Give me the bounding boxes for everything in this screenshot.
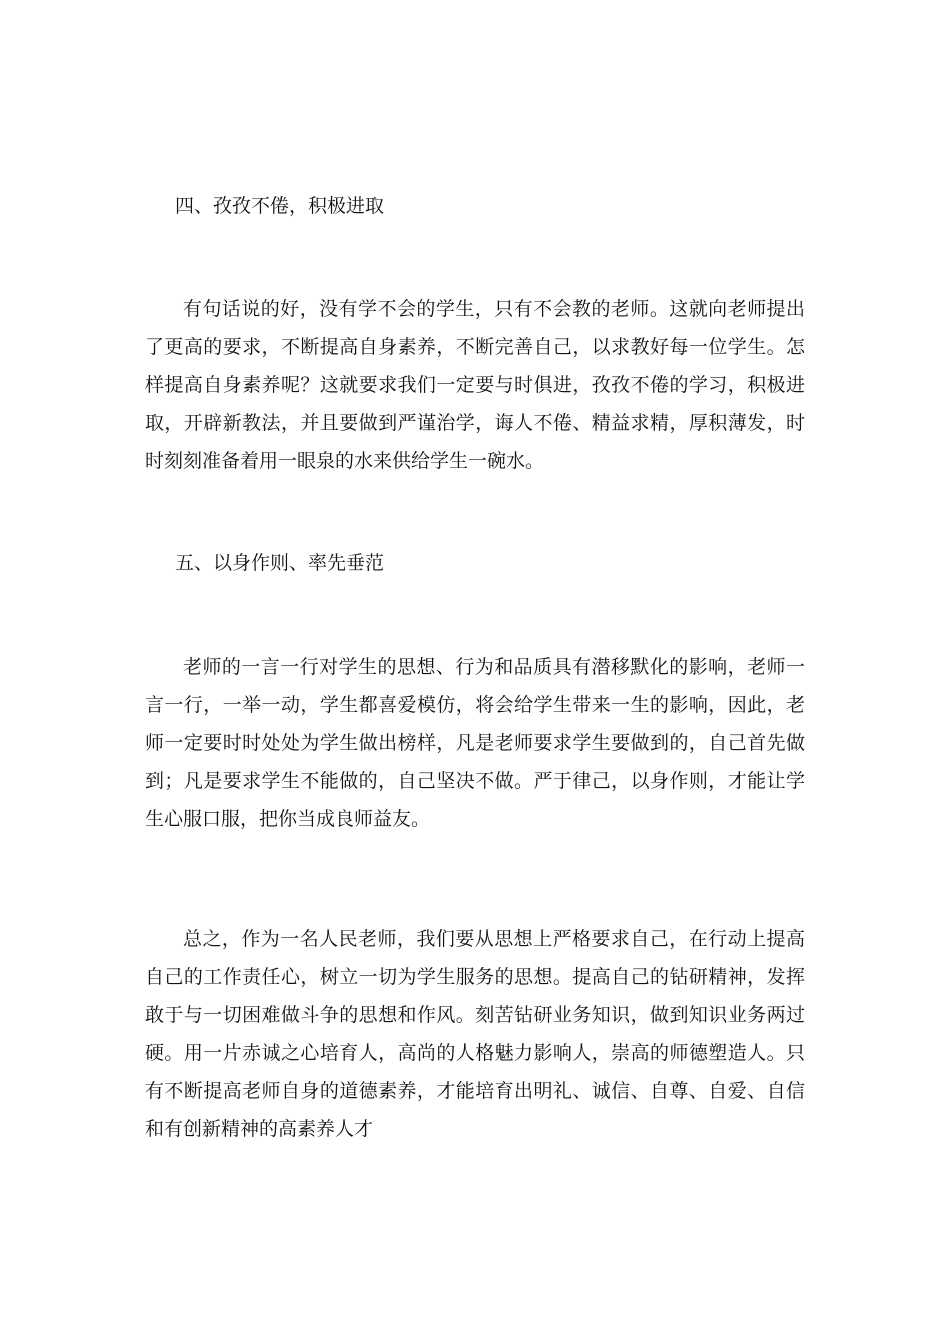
section-five-heading: 五、以身作则、率先垂范 — [175, 552, 385, 574]
section-five-paragraph: 老师的一言一行对学生的思想、行为和品质具有潜移默化的影响，老师一言一行，一举一动，学生都喜爱模仿，将会给学生带来一生的影响，因此，老师一定要时时处处为学生做出榜样，凡是老师要求学生要做到的，自己首先做到；凡是要求学生不能做的，自己坚决不做。严于律己，以身作则，才能让学生心服口服，把你当成良师益友。 — [145, 656, 805, 830]
section-four-heading: 四、孜孜不倦，积极进取 — [175, 195, 385, 217]
conclusion-paragraph: 总之，作为一名人民老师，我们要从思想上严格要求自己，在行动上提高自己的工作责任心，树立一切为学生服务的思想。提高自己的钻研精神，发挥敢于与一切困难做斗争的思想和作风。刻苦钻研业务知识，做到知识业务两过硬。用一片赤诚之心培育人，高尚的人格魅力影响人，崇高的师德塑造人。只有不断提高老师自身的道德素养，才能培育出明礼、诚信、自尊、自爱、自信和有创新精神的高素养人才 — [145, 928, 805, 1140]
section-four-paragraph: 有句话说的好，没有学不会的学生，只有不会教的老师。这就向老师提出了更高的要求，不断提高自身素养，不断完善自己，以求教好每一位学生。怎样提高自身素养呢？这就要求我们一定要与时俱进，孜孜不倦的学习，积极进取，开辟新教法，并且要做到严谨治学，诲人不倦、精益求精，厚积薄发，时时刻刻准备着用一眼泉的水来供给学生一碗水。 — [145, 298, 805, 472]
